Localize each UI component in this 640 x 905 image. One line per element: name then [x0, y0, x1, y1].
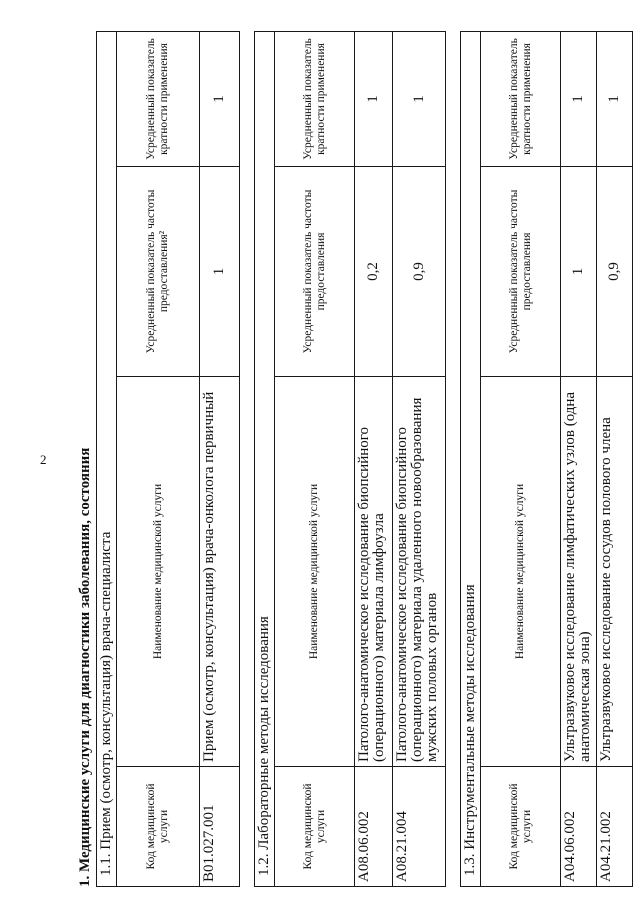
column-header-name: Наименование медицинской услуги	[117, 377, 200, 767]
column-header-multiplicity: Усредненный показатель кратности применения	[117, 32, 200, 167]
subsection-title: 1.1. Прием (осмотр, консультация) врача-специалиста	[97, 32, 117, 887]
service-name: Патолого-анатомическое исследование биопсийного (операционного) материала удаленного новообразования мужских половых органов	[393, 377, 446, 767]
instrumental-table	[460, 31, 633, 887]
table-row	[561, 31, 597, 886]
service-code: B01.027.001	[200, 767, 240, 887]
column-header-frequency: Усредненный показатель частоты предоставления	[275, 167, 355, 377]
service-code: A04.06.002	[561, 767, 597, 887]
frequency-value: 1	[200, 167, 240, 377]
table-row	[355, 32, 393, 887]
service-name: Патолого-анатомическое исследование биопсийного (операционного) материала лимфоузла	[355, 377, 393, 767]
column-header-multiplicity: Усредненный показатель кратности применения	[275, 32, 355, 167]
multiplicity-value: 1	[355, 32, 393, 167]
table-row	[200, 32, 240, 887]
document-body	[76, 32, 640, 887]
service-name: Прием (осмотр, консультация) врача-онколога первичный	[200, 377, 240, 767]
column-header-name: Наименование медицинской услуги	[275, 377, 355, 767]
frequency-value: 0,9	[597, 167, 633, 377]
frequency-value: 0,2	[355, 167, 393, 377]
multiplicity-value: 1	[393, 32, 446, 167]
consultation-table	[96, 31, 240, 887]
page-number: 2	[40, 452, 47, 467]
section-heading: 1. Медицинские услуги для диагностики заболевания, состояния	[77, 447, 93, 887]
column-header-multiplicity: Усредненный показатель кратности применения	[481, 31, 561, 166]
column-header-name: Наименование медицинской услуги	[481, 377, 561, 767]
subsection-title: 1.3. Инструментальные методы исследования	[461, 31, 481, 886]
subsection-title: 1.2. Лабораторные методы исследования	[255, 32, 275, 887]
laboratory-table	[254, 31, 446, 887]
service-code: A04.21.002	[597, 767, 633, 887]
column-header-frequency: Усредненный показатель частоты предоставления²	[117, 167, 200, 377]
service-code: A08.06.002	[355, 767, 393, 887]
service-name: Ультразвуковое исследование сосудов полового члена	[597, 377, 633, 767]
column-header-code: Код медицинской услуги	[275, 767, 355, 887]
service-code: A08.21.004	[393, 767, 446, 887]
multiplicity-value: 1	[561, 31, 597, 166]
multiplicity-value: 1	[200, 32, 240, 167]
service-name: Ультразвуковое исследование лимфатических узлов (одна анатомическая зона)	[561, 377, 597, 767]
column-header-code: Код медицинской услуги	[481, 767, 561, 887]
frequency-value: 1	[561, 167, 597, 377]
column-header-code: Код медицинской услуги	[117, 767, 200, 887]
column-header-frequency: Усредненный показатель частоты предоставления	[481, 167, 561, 377]
multiplicity-value: 1	[597, 31, 633, 166]
frequency-value: 0,9	[393, 167, 446, 377]
table-row	[393, 32, 446, 887]
table-row	[597, 31, 633, 886]
